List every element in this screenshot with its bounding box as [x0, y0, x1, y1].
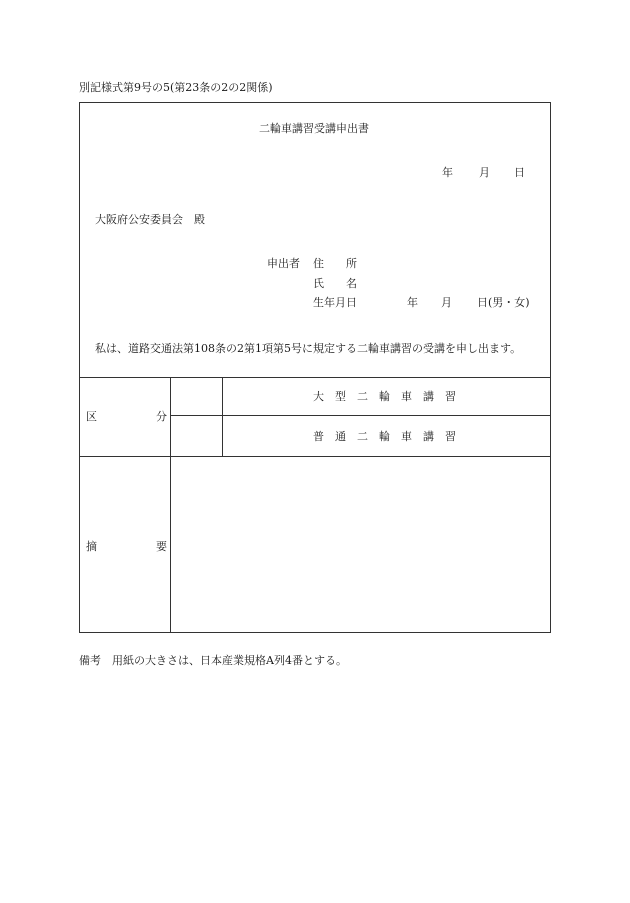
category-option-large: 大 型 二 輪 車 講 習 [313, 390, 456, 403]
category-option-regular: 普 通 二 輪 車 講 習 [313, 430, 456, 443]
date-month: 月 [479, 166, 490, 179]
birthdate-label: 生年月日 [313, 296, 357, 309]
section-divider-top [80, 377, 550, 378]
applicant-label: 申出者 [267, 257, 300, 270]
birth-year: 年 [407, 296, 418, 309]
remarks-label-first: 摘 [86, 540, 97, 553]
addressee: 大阪府公安委員会 殿 [95, 213, 205, 226]
label-column-divider [170, 377, 171, 632]
birth-day-sex: 日(男・女) [477, 296, 530, 309]
category-label-first: 区 [86, 410, 97, 423]
category-row-divider [170, 415, 550, 416]
form-title: 二輪車講習受講申出書 [259, 122, 369, 135]
name-label: 氏 名 [313, 277, 357, 290]
remarks-label-second: 要 [156, 540, 167, 553]
date-day: 日 [514, 166, 525, 179]
address-label: 住 所 [313, 257, 357, 270]
header-note: 別記様式第9号の5(第23条の2の2関係) [79, 81, 273, 94]
birth-month: 月 [441, 296, 452, 309]
category-label-second: 分 [156, 410, 167, 423]
declaration: 私は、道路交通法第108条の2第1項第5号に規定する二輪車講習の受講を申し出ます。 [95, 342, 522, 355]
footer-note: 備考 用紙の大きさは、日本産業規格A列4番とする。 [79, 654, 347, 667]
checkbox-column-divider [222, 377, 223, 456]
section-divider-bottom [80, 456, 550, 457]
date-year: 年 [442, 166, 453, 179]
application-form [79, 102, 551, 633]
